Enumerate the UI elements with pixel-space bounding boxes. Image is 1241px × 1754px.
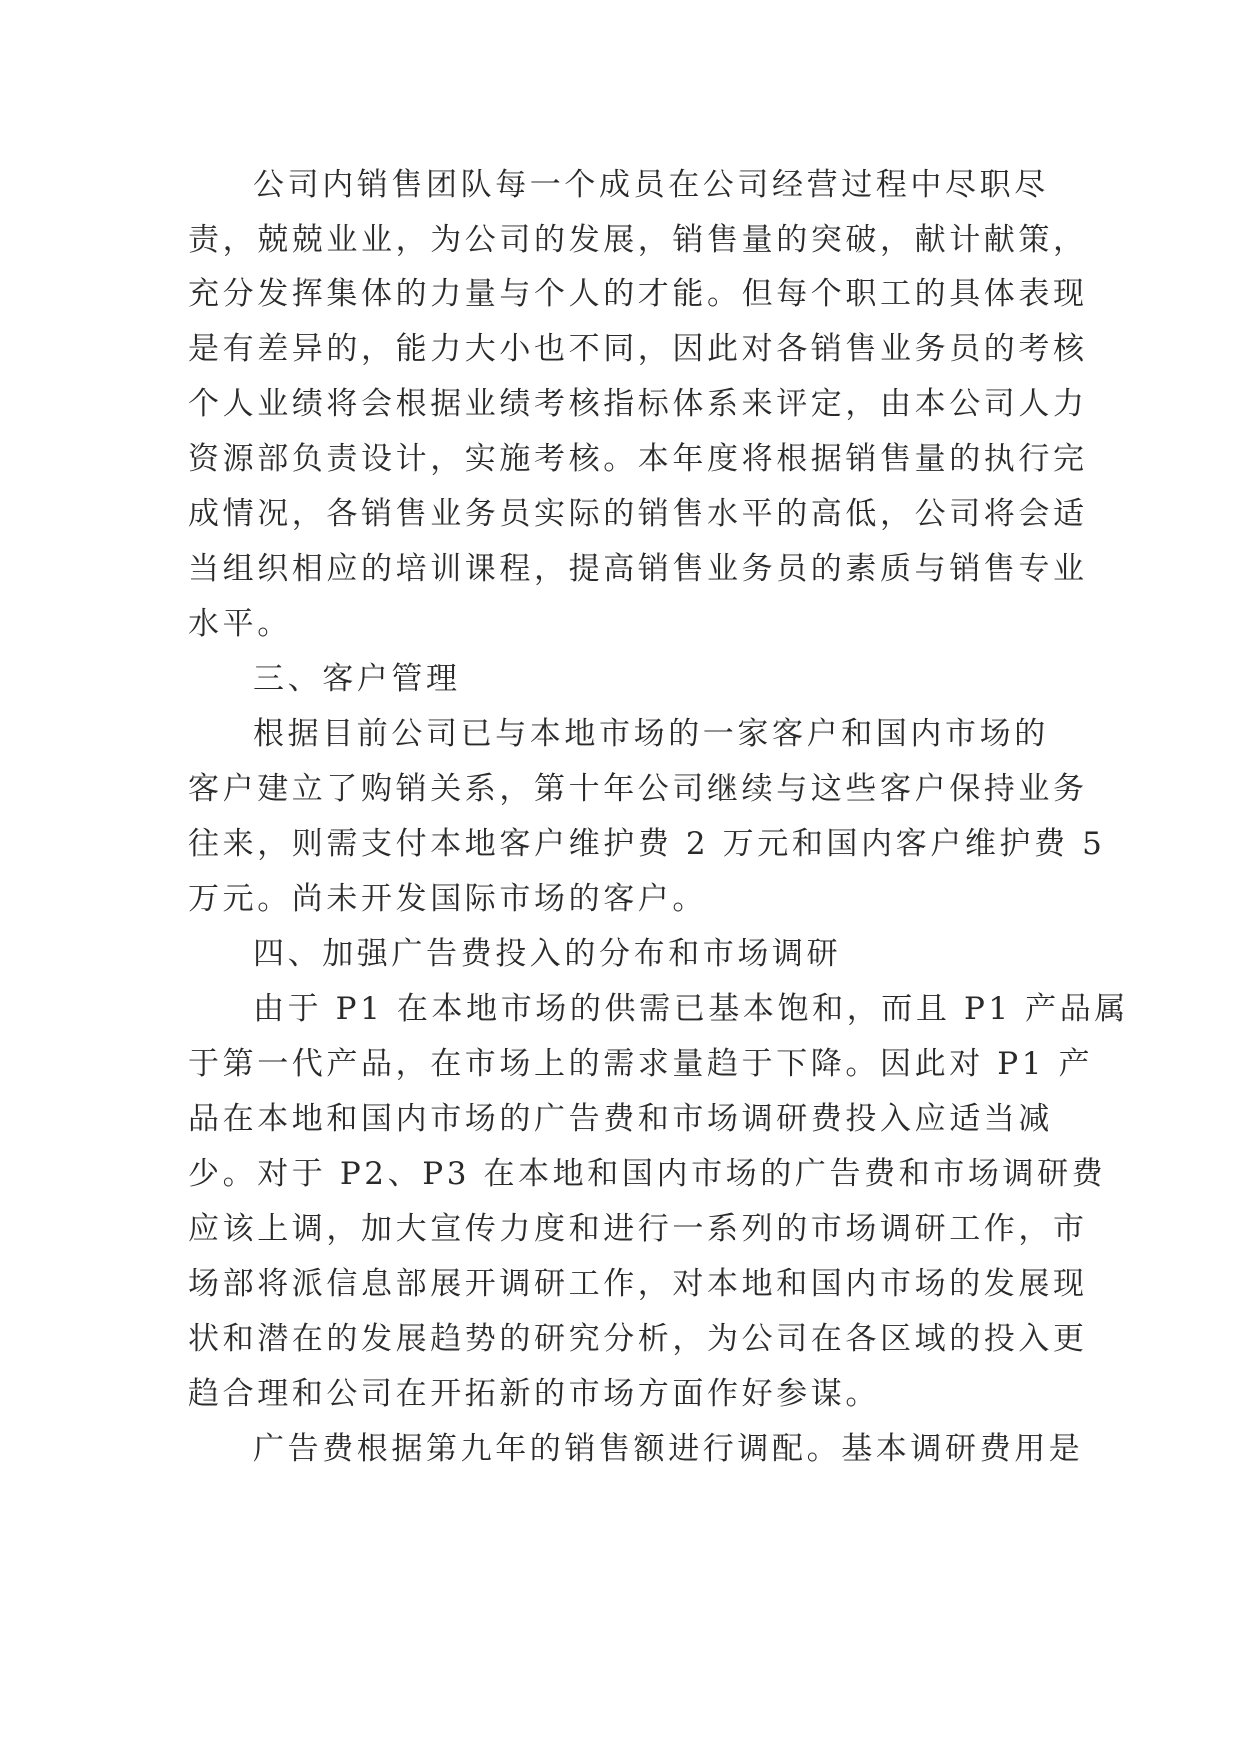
paragraph-line: 万元。尚未开发国际市场的客户。 bbox=[188, 881, 707, 917]
paragraph-line: 客户建立了购销关系，第十年公司继续与这些客户保持业务 bbox=[188, 771, 1088, 807]
paragraph-line: 品在本地和国内市场的广告费和市场调研费投入应适当减 bbox=[188, 1101, 1053, 1137]
paragraph-line: 责，兢兢业业，为公司的发展，销售量的突破，献计献策， bbox=[188, 222, 1088, 258]
paragraph-line: 少。对于 P2、P3 在本地和国内市场的广告费和市场调研费 bbox=[188, 1156, 1107, 1192]
section-heading-advertising: 四、加强广告费投入的分布和市场调研 bbox=[253, 936, 842, 972]
paragraph-line: 资源部负责设计，实施考核。本年度将根据销售量的执行完 bbox=[188, 441, 1088, 477]
section-heading-customer-management: 三、客户管理 bbox=[253, 661, 461, 697]
paragraph-line: 成情况，各销售业务员实际的销售水平的高低，公司将会适 bbox=[188, 496, 1088, 532]
paragraph-line: 水平。 bbox=[188, 606, 292, 642]
paragraph-line: 往来，则需支付本地客户维护费 2 万元和国内客户维护费 5 bbox=[188, 826, 1106, 862]
paragraph-line: 趋合理和公司在开拓新的市场方面作好参谋。 bbox=[188, 1376, 880, 1412]
paragraph-line: 由于 P1 在本地市场的供需已基本饱和，而且 P1 产品属 bbox=[253, 991, 1129, 1027]
paragraph-line: 公司内销售团队每一个成员在公司经营过程中尽职尽 bbox=[253, 167, 1049, 203]
paragraph-line: 于第一代产品，在市场上的需求量趋于下降。因此对 P1 产 bbox=[188, 1046, 1094, 1082]
paragraph-line: 充分发挥集体的力量与个人的才能。但每个职工的具体表现 bbox=[188, 276, 1088, 312]
paragraph-line: 个人业绩将会根据业绩考核指标体系来评定，由本公司人力 bbox=[188, 386, 1088, 422]
paragraph-line: 是有差异的，能力大小也不同，因此对各销售业务员的考核 bbox=[188, 331, 1088, 367]
paragraph-line: 广告费根据第九年的销售额进行调配。基本调研费用是 bbox=[253, 1431, 1084, 1467]
paragraph-line: 根据目前公司已与本地市场的一家客户和国内市场的 bbox=[253, 716, 1049, 752]
paragraph-line: 应该上调，加大宣传力度和进行一系列的市场调研工作，市 bbox=[188, 1211, 1088, 1247]
paragraph-line: 场部将派信息部展开调研工作，对本地和国内市场的发展现 bbox=[188, 1266, 1088, 1302]
paragraph-line: 当组织相应的培训课程，提高销售业务员的素质与销售专业 bbox=[188, 551, 1088, 587]
paragraph-line: 状和潜在的发展趋势的研究分析，为公司在各区域的投入更 bbox=[188, 1321, 1088, 1357]
